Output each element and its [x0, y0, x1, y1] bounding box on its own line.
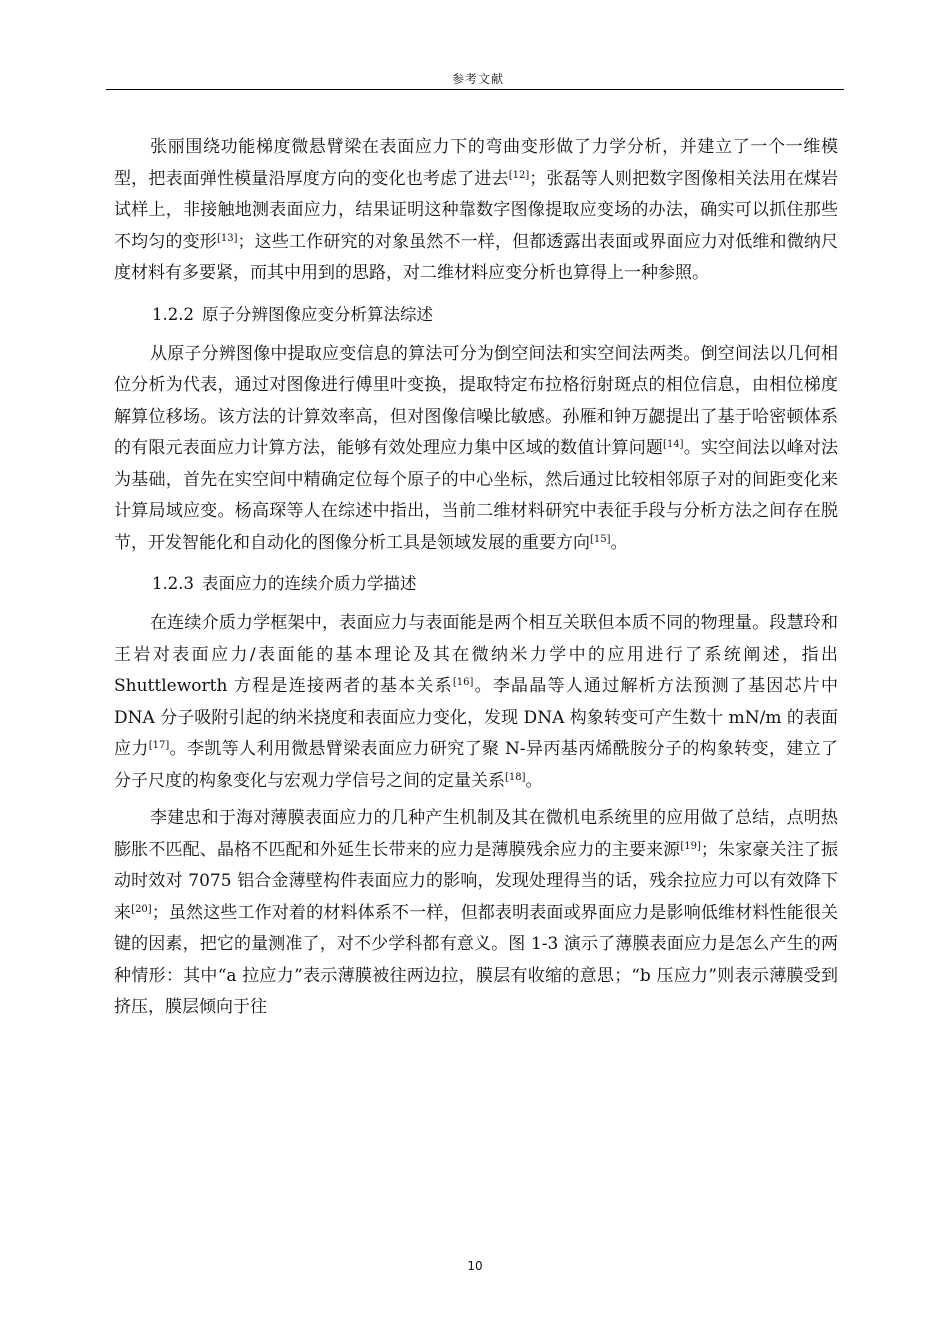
citation-ref: [18]	[505, 771, 526, 783]
paragraph-text: 从原子分辨图像中提取应变信息的算法可分为倒空间法和实空间法两类。倒空间法以几何相位分析为代表，通过对图像进行傅里叶变换，提取特定布拉格衍射斑点的相位信息，由相位梯度解算位移场。该方法的计算效率高，但对图像信噪比敏感。孙雁和钟万勰提出了基于哈密顿体系的有限元表面应力计算方法，能够有效处理应力集中区域的数值计算问题	[114, 343, 838, 458]
citation-ref: [12]	[508, 169, 530, 181]
paragraph-text: 。李晶晶等人通过解析方法预测了基因芯片中 DNA 分子吸附引起的纳米挠度和表面应力变化，发现 DNA 构象转变可产生数十 mN/m 的表面应力	[114, 676, 838, 759]
section-title: 原子分辨图像应变分析算法综述	[201, 304, 433, 324]
citation-ref: [13]	[216, 232, 238, 244]
paragraph-text: 李建忠和于海对薄膜表面应力的几种产生机制及其在微机电系统里的应用做了总结，点明热膨胀不匹配、晶格不匹配和外延生长带来的应力是薄膜残余应力的主要来源	[114, 808, 838, 860]
section-number: 1.2.3	[152, 574, 194, 593]
running-header: 参考文献	[451, 72, 504, 86]
paragraph-text: ；虽然这些工作对着的材料体系不一样，但都表明表面或界面应力是影响低维材料性能很关键的因素，把它的量测准了，对不少学科都有意义。图 1-3 演示了薄膜表面应力是怎么产生的两种情形：其中“a 拉应力”表示薄膜被往两边拉，膜层有收缩的意思；“b 压应力”则表示薄膜受到挤压，膜层倾向于往	[114, 902, 839, 1017]
paragraph-text: 在连续介质力学框架中，表面应力与表面能是两个相互关联但本质不同的物理量。段慧玲和王岩对表面应力/表面能的基本理论及其在微纳米力学中的应用进行了系统阐述，指出 Shuttleworth 方程是连接两者的基本关系	[114, 613, 838, 696]
citation-ref: [19]	[680, 840, 701, 852]
citation-ref: [15]	[590, 533, 611, 545]
page-number: 10	[467, 1259, 483, 1273]
citation-ref: [20]	[131, 903, 152, 915]
citation-ref: [16]	[452, 677, 474, 688]
header-rule	[106, 89, 844, 90]
paragraph-surface-stress-analysis	[114, 132, 838, 290]
paragraph-text: 张丽围绕功能梯度微悬臂梁在表面应力下的弯曲变形做了力学分析，并建立了一个一维模型，把表面弹性模量沿厚度方向的变化也考虑了进去	[114, 137, 838, 189]
paragraph-thin-film-stress	[114, 803, 838, 1024]
paragraph-text: 。	[610, 532, 628, 553]
paragraph-text: 。	[525, 770, 543, 791]
section-title: 表面应力的连续介质力学描述	[201, 574, 417, 593]
page-body	[114, 132, 838, 1024]
paragraph-continuum-mechanics	[114, 608, 838, 797]
paragraph-strain-algorithms	[114, 339, 838, 560]
section-heading-1-2-2	[114, 299, 838, 330]
paragraph-text: 。李凯等人利用微悬臂梁表面应力研究了聚 N-异丙基丙烯酰胺分子的构象转变，建立了分子尺度的构象变化与宏观力学信号之间的定量关系	[114, 739, 839, 791]
citation-ref: [17]	[148, 740, 170, 751]
section-number: 1.2.2	[152, 304, 194, 324]
paragraph-text: ；朱家豪关注了振动时效对 7075 铝合金薄壁构件表面应力的影响，发现处理得当的话，残余拉应力可以有效降下来	[114, 839, 839, 923]
paragraph-text: ；张磊等人则把数字图像相关法用在煤岩试样上，非接触地测表面应力，结果证明这种靠数字图像提取应变场的办法，确实可以抓住那些不均匀的变形	[114, 168, 838, 252]
section-heading-1-2-3	[114, 568, 838, 599]
paragraph-text: 。实空间法以峰对法为基础，首先在实空间中精确定位每个原子的中心坐标，然后通过比较相邻原子对的间距变化来计算局域应变。杨高琛等人在综述中指出，当前二维材料研究中表征手段与分析方法之间存在脱节，开发智能化和自动化的图像分析工具是领域发展的重要方向	[114, 438, 838, 553]
paragraph-text: ；这些工作研究的对象虽然不一样，但都透露出表面或界面应力对低维和微纳尺度材料有多要紧，而其中用到的思路，对二维材料应变分析也算得上一种参照。	[114, 231, 839, 283]
citation-ref: [14]	[663, 439, 684, 450]
